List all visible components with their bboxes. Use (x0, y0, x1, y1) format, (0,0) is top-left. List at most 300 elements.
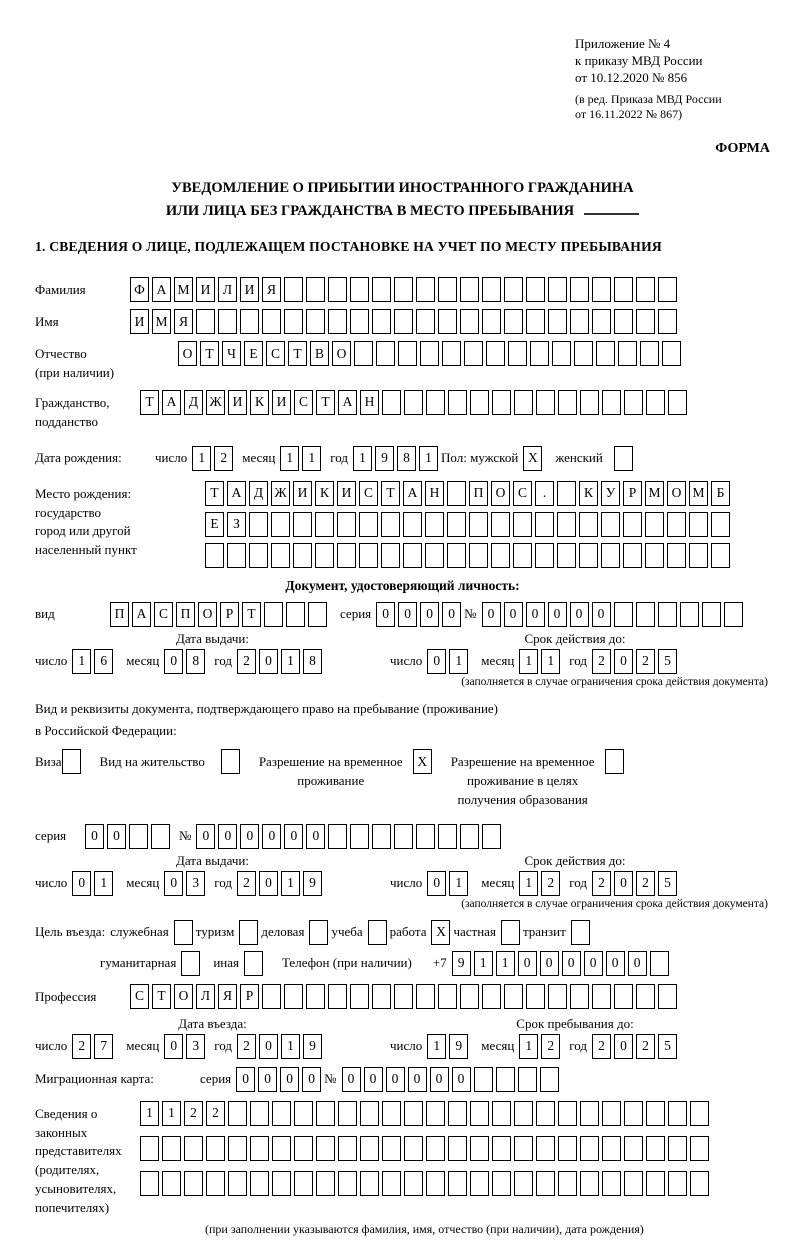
birth-day-field[interactable] (192, 446, 236, 471)
citizenship-field-box-24[interactable] (646, 390, 665, 415)
stay-day-box-1[interactable]: 1 (427, 1034, 446, 1059)
mig-series-field-box-1[interactable]: 0 (236, 1067, 255, 1092)
doc-valid-day-box-2[interactable]: 1 (449, 871, 468, 896)
id-kind-field-box-5[interactable]: О (198, 602, 217, 627)
mig-number-field-box-7[interactable] (474, 1067, 493, 1092)
birth-place-row2-box-1[interactable]: Е (205, 512, 224, 537)
profession-field-box-15[interactable] (438, 984, 457, 1009)
birth-month-field-box-1[interactable]: 1 (280, 446, 299, 471)
legal-row2-box-13[interactable] (404, 1136, 423, 1161)
patronymic-field-box-2[interactable]: Т (200, 341, 219, 366)
citizenship-field-box-21[interactable] (580, 390, 599, 415)
birth-place-row1-box-9[interactable]: Т (381, 481, 400, 506)
patronymic-field-box-4[interactable]: Е (244, 341, 263, 366)
citizenship-field-box-16[interactable] (470, 390, 489, 415)
surname-field-box-13[interactable] (394, 277, 413, 302)
doc-series-field-box-1[interactable]: 0 (85, 824, 104, 849)
legal-row1-box-2[interactable]: 1 (162, 1101, 181, 1126)
patronymic-field-box-7[interactable]: В (310, 341, 329, 366)
legal-row1-box-26[interactable] (690, 1101, 709, 1126)
id-kind-field-box-9[interactable] (286, 602, 305, 627)
stay-year-box-3[interactable]: 2 (636, 1034, 655, 1059)
birth-place-row1-box-18[interactable]: К (579, 481, 598, 506)
doc-issue-year-box-2[interactable]: 0 (259, 871, 278, 896)
id-kind-field-box-2[interactable]: А (132, 602, 151, 627)
surname-field-box-22[interactable] (592, 277, 611, 302)
legal-row1-box-3[interactable]: 2 (184, 1101, 203, 1126)
mig-series-field-box-2[interactable]: 0 (258, 1067, 277, 1092)
id-kind-field[interactable] (110, 602, 330, 627)
id-series-field-box-3[interactable]: 0 (420, 602, 439, 627)
legal-row2[interactable] (140, 1136, 712, 1161)
residence-permit-checkbox[interactable] (221, 749, 243, 774)
phone-field-box-8[interactable]: 0 (606, 951, 625, 976)
id-valid-year-box-1[interactable]: 2 (592, 649, 611, 674)
birth-place-row2-box-8[interactable] (359, 512, 378, 537)
entry-month[interactable] (164, 1034, 208, 1059)
entry-day[interactable] (72, 1034, 116, 1059)
doc-number-field-box-4[interactable]: 0 (262, 824, 281, 849)
legal-row2-box-23[interactable] (624, 1136, 643, 1161)
id-number-field-box-5[interactable]: 0 (570, 602, 589, 627)
visa-checkbox-box-1[interactable] (62, 749, 81, 774)
profession-field-box-3[interactable]: О (174, 984, 193, 1009)
legal-row1-box-23[interactable] (624, 1101, 643, 1126)
legal-row3-box-26[interactable] (690, 1171, 709, 1196)
doc-issue-year-box-3[interactable]: 1 (281, 871, 300, 896)
entry-day-box-1[interactable]: 2 (72, 1034, 91, 1059)
id-number-field-box-11[interactable] (702, 602, 721, 627)
patronymic-field-box-14[interactable] (464, 341, 483, 366)
legal-row1-box-13[interactable] (404, 1101, 423, 1126)
entry-year-box-4[interactable]: 9 (303, 1034, 322, 1059)
doc-series-field-box-2[interactable]: 0 (107, 824, 126, 849)
surname-field-box-4[interactable]: И (196, 277, 215, 302)
id-issue-year-box-1[interactable]: 2 (237, 649, 256, 674)
legal-row1-box-4[interactable]: 2 (206, 1101, 225, 1126)
id-kind-field-box-8[interactable] (264, 602, 283, 627)
citizenship-field-box-2[interactable]: А (162, 390, 181, 415)
name-field-box-18[interactable] (504, 309, 523, 334)
doc-number-field-box-14[interactable] (482, 824, 501, 849)
id-issue-year-box-4[interactable]: 8 (303, 649, 322, 674)
legal-row1-box-1[interactable]: 1 (140, 1101, 159, 1126)
legal-row2-box-14[interactable] (426, 1136, 445, 1161)
stay-month-box-2[interactable]: 2 (541, 1034, 560, 1059)
doc-issue-year[interactable] (237, 871, 325, 896)
surname-field-box-19[interactable] (526, 277, 545, 302)
purpose-transit-checkbox-box-1[interactable] (571, 920, 590, 945)
birth-year-field-box-4[interactable]: 1 (419, 446, 438, 471)
id-valid-month-box-2[interactable]: 1 (541, 649, 560, 674)
id-number-field-box-12[interactable] (724, 602, 743, 627)
surname-field-box-5[interactable]: Л (218, 277, 237, 302)
mig-number-field-box-4[interactable]: 0 (408, 1067, 427, 1092)
purpose-private-checkbox-box-1[interactable] (501, 920, 520, 945)
doc-issue-day-box-2[interactable]: 1 (94, 871, 113, 896)
id-valid-month-box-1[interactable]: 1 (519, 649, 538, 674)
birth-year-field-box-3[interactable]: 8 (397, 446, 416, 471)
legal-row2-box-3[interactable] (184, 1136, 203, 1161)
birth-place-row3-box-16[interactable] (535, 543, 554, 568)
purpose-tourism-checkbox-box-1[interactable] (239, 920, 258, 945)
legal-row2-box-16[interactable] (470, 1136, 489, 1161)
birth-place-row2-box-24[interactable] (711, 512, 730, 537)
doc-issue-year-box-1[interactable]: 2 (237, 871, 256, 896)
patronymic-field-box-23[interactable] (662, 341, 681, 366)
legal-row1-box-22[interactable] (602, 1101, 621, 1126)
citizenship-field-box-7[interactable]: И (272, 390, 291, 415)
name-field-box-16[interactable] (460, 309, 479, 334)
legal-row3-box-10[interactable] (338, 1171, 357, 1196)
legal-row2-box-9[interactable] (316, 1136, 335, 1161)
stay-year[interactable] (592, 1034, 680, 1059)
birth-place-row1-box-14[interactable]: О (491, 481, 510, 506)
legal-row3-box-6[interactable] (250, 1171, 269, 1196)
profession-field-box-16[interactable] (460, 984, 479, 1009)
name-field-box-5[interactable] (218, 309, 237, 334)
legal-row3-box-5[interactable] (228, 1171, 247, 1196)
legal-row3-box-24[interactable] (646, 1171, 665, 1196)
patronymic-field[interactable] (178, 341, 684, 366)
birth-place-row1-box-4[interactable]: Ж (271, 481, 290, 506)
profession-field[interactable] (130, 984, 680, 1009)
id-number-field-box-3[interactable]: 0 (526, 602, 545, 627)
birth-place-row1-box-22[interactable]: О (667, 481, 686, 506)
birth-year-field[interactable] (353, 446, 441, 471)
purpose-other-checkbox-box-1[interactable] (244, 951, 263, 976)
name-field-box-24[interactable] (636, 309, 655, 334)
patronymic-field-box-8[interactable]: О (332, 341, 351, 366)
profession-field-box-11[interactable] (350, 984, 369, 1009)
id-number-field[interactable] (482, 602, 746, 627)
legal-row3-box-11[interactable] (360, 1171, 379, 1196)
citizenship-field-box-15[interactable] (448, 390, 467, 415)
stay-year-box-4[interactable]: 5 (658, 1034, 677, 1059)
birth-place-row3-box-18[interactable] (579, 543, 598, 568)
birth-place-row2-box-12[interactable] (447, 512, 466, 537)
doc-series-field-box-4[interactable] (151, 824, 170, 849)
legal-row2-box-1[interactable] (140, 1136, 159, 1161)
patronymic-field-box-21[interactable] (618, 341, 637, 366)
residence-permit-checkbox-box-1[interactable] (221, 749, 240, 774)
id-number-field-box-2[interactable]: 0 (504, 602, 523, 627)
entry-month-box-1[interactable]: 0 (164, 1034, 183, 1059)
birth-place-row3-box-8[interactable] (359, 543, 378, 568)
profession-field-box-7[interactable] (262, 984, 281, 1009)
birth-place-row1-box-10[interactable]: А (403, 481, 422, 506)
doc-number-field-box-11[interactable] (416, 824, 435, 849)
birth-place-row3-box-9[interactable] (381, 543, 400, 568)
legal-row1-box-5[interactable] (228, 1101, 247, 1126)
id-valid-year-box-2[interactable]: 0 (614, 649, 633, 674)
birth-place-row3-box-2[interactable] (227, 543, 246, 568)
doc-number-field-box-13[interactable] (460, 824, 479, 849)
doc-issue-day-box-1[interactable]: 0 (72, 871, 91, 896)
legal-row1-box-15[interactable] (448, 1101, 467, 1126)
doc-issue-month[interactable] (164, 871, 208, 896)
id-series-field-box-2[interactable]: 0 (398, 602, 417, 627)
doc-valid-month-box-2[interactable]: 2 (541, 871, 560, 896)
temp-residence-checkbox-box-1[interactable]: X (413, 749, 432, 774)
entry-year[interactable] (237, 1034, 325, 1059)
doc-number-field-box-9[interactable] (372, 824, 391, 849)
birth-place-row3-box-17[interactable] (557, 543, 576, 568)
surname-field-box-9[interactable] (306, 277, 325, 302)
birth-place-row1-box-13[interactable]: П (469, 481, 488, 506)
surname-field-box-10[interactable] (328, 277, 347, 302)
mig-number-field-box-8[interactable] (496, 1067, 515, 1092)
patronymic-field-box-13[interactable] (442, 341, 461, 366)
legal-row1-box-14[interactable] (426, 1101, 445, 1126)
doc-number-field[interactable] (196, 824, 504, 849)
patronymic-field-box-20[interactable] (596, 341, 615, 366)
doc-number-field-box-7[interactable] (328, 824, 347, 849)
name-field-box-19[interactable] (526, 309, 545, 334)
legal-row2-box-7[interactable] (272, 1136, 291, 1161)
legal-row2-box-22[interactable] (602, 1136, 621, 1161)
birth-place-row3-box-24[interactable] (711, 543, 730, 568)
phone-field-box-6[interactable]: 0 (562, 951, 581, 976)
id-number-field-box-9[interactable] (658, 602, 677, 627)
id-kind-field-box-3[interactable]: С (154, 602, 173, 627)
name-field-box-7[interactable] (262, 309, 281, 334)
birth-place-row3-box-5[interactable] (293, 543, 312, 568)
citizenship-field-box-22[interactable] (602, 390, 621, 415)
purpose-business-checkbox-box-1[interactable] (309, 920, 328, 945)
birth-place-row3-box-15[interactable] (513, 543, 532, 568)
citizenship-field-box-13[interactable] (404, 390, 423, 415)
patronymic-field-box-18[interactable] (552, 341, 571, 366)
birth-place-row1-box-24[interactable]: Б (711, 481, 730, 506)
legal-row1-box-24[interactable] (646, 1101, 665, 1126)
citizenship-field-box-9[interactable]: Т (316, 390, 335, 415)
id-number-field-box-1[interactable]: 0 (482, 602, 501, 627)
birth-day-field-box-1[interactable]: 1 (192, 446, 211, 471)
legal-row2-box-4[interactable] (206, 1136, 225, 1161)
legal-row1-box-17[interactable] (492, 1101, 511, 1126)
profession-field-box-8[interactable] (284, 984, 303, 1009)
patronymic-field-box-10[interactable] (376, 341, 395, 366)
legal-row1-box-6[interactable] (250, 1101, 269, 1126)
birth-place-row2-box-22[interactable] (667, 512, 686, 537)
id-issue-year-box-3[interactable]: 1 (281, 649, 300, 674)
legal-row2-box-26[interactable] (690, 1136, 709, 1161)
mig-series-field-box-4[interactable]: 0 (302, 1067, 321, 1092)
profession-field-box-12[interactable] (372, 984, 391, 1009)
stay-month[interactable] (519, 1034, 563, 1059)
birth-place-row1-box-23[interactable]: М (689, 481, 708, 506)
doc-issue-year-box-4[interactable]: 9 (303, 871, 322, 896)
id-series-field[interactable] (376, 602, 464, 627)
birth-place-row1-box-6[interactable]: К (315, 481, 334, 506)
birth-place-row2-box-11[interactable] (425, 512, 444, 537)
citizenship-field-box-17[interactable] (492, 390, 511, 415)
surname-field-box-12[interactable] (372, 277, 391, 302)
legal-row3-box-7[interactable] (272, 1171, 291, 1196)
purpose-study-checkbox-box-1[interactable] (368, 920, 387, 945)
purpose-humanitarian-checkbox[interactable] (181, 951, 203, 976)
legal-row3-box-14[interactable] (426, 1171, 445, 1196)
purpose-business-checkbox[interactable] (309, 920, 331, 945)
birth-place-row2-box-14[interactable] (491, 512, 510, 537)
name-field-box-14[interactable] (416, 309, 435, 334)
mig-number-field-box-1[interactable]: 0 (342, 1067, 361, 1092)
birth-place-row3-box-20[interactable] (623, 543, 642, 568)
purpose-humanitarian-checkbox-box-1[interactable] (181, 951, 200, 976)
name-field-box-23[interactable] (614, 309, 633, 334)
name-field-box-22[interactable] (592, 309, 611, 334)
citizenship-field-box-12[interactable] (382, 390, 401, 415)
legal-row2-box-24[interactable] (646, 1136, 665, 1161)
doc-valid-year-box-2[interactable]: 0 (614, 871, 633, 896)
birth-year-field-box-1[interactable]: 1 (353, 446, 372, 471)
birth-place-row3[interactable] (205, 543, 733, 568)
birth-month-field-box-2[interactable]: 1 (302, 446, 321, 471)
stay-day-box-2[interactable]: 9 (449, 1034, 468, 1059)
birth-place-row1[interactable] (205, 481, 733, 506)
temp-education-checkbox[interactable] (605, 749, 627, 774)
citizenship-field-box-3[interactable]: Д (184, 390, 203, 415)
profession-field-box-14[interactable] (416, 984, 435, 1009)
birth-place-row1-box-2[interactable]: А (227, 481, 246, 506)
profession-field-box-5[interactable]: Я (218, 984, 237, 1009)
phone-field-box-7[interactable]: 0 (584, 951, 603, 976)
surname-field-box-2[interactable]: А (152, 277, 171, 302)
doc-number-field-box-3[interactable]: 0 (240, 824, 259, 849)
phone-field-box-9[interactable]: 0 (628, 951, 647, 976)
birth-place-row3-box-6[interactable] (315, 543, 334, 568)
surname-field-box-16[interactable] (460, 277, 479, 302)
doc-valid-day-box-1[interactable]: 0 (427, 871, 446, 896)
birth-place-row1-box-3[interactable]: Д (249, 481, 268, 506)
doc-number-field-box-12[interactable] (438, 824, 457, 849)
mig-number-field-box-5[interactable]: 0 (430, 1067, 449, 1092)
visa-checkbox[interactable] (62, 749, 84, 774)
name-field-box-6[interactable] (240, 309, 259, 334)
legal-row1-box-12[interactable] (382, 1101, 401, 1126)
birth-place-row2[interactable] (205, 512, 733, 537)
citizenship-field[interactable] (140, 390, 690, 415)
legal-row3-box-12[interactable] (382, 1171, 401, 1196)
legal-row3[interactable] (140, 1171, 712, 1196)
patronymic-field-box-12[interactable] (420, 341, 439, 366)
legal-row1-box-10[interactable] (338, 1101, 357, 1126)
name-field-box-12[interactable] (372, 309, 391, 334)
birth-place-row2-box-6[interactable] (315, 512, 334, 537)
name-field-box-3[interactable]: Я (174, 309, 193, 334)
entry-year-box-1[interactable]: 2 (237, 1034, 256, 1059)
id-issue-year-box-2[interactable]: 0 (259, 649, 278, 674)
patronymic-field-box-3[interactable]: Ч (222, 341, 241, 366)
phone-field-box-2[interactable]: 1 (474, 951, 493, 976)
birth-place-row2-box-19[interactable] (601, 512, 620, 537)
id-valid-year-box-3[interactable]: 2 (636, 649, 655, 674)
id-series-field-box-1[interactable]: 0 (376, 602, 395, 627)
patronymic-field-box-11[interactable] (398, 341, 417, 366)
profession-field-box-21[interactable] (570, 984, 589, 1009)
legal-row2-box-12[interactable] (382, 1136, 401, 1161)
patronymic-field-box-9[interactable] (354, 341, 373, 366)
surname-field-box-18[interactable] (504, 277, 523, 302)
id-issue-month[interactable] (164, 649, 208, 674)
id-valid-day-box-1[interactable]: 0 (427, 649, 446, 674)
legal-row3-box-4[interactable] (206, 1171, 225, 1196)
surname-field-box-6[interactable]: И (240, 277, 259, 302)
purpose-transit-checkbox[interactable] (571, 920, 593, 945)
profession-field-box-9[interactable] (306, 984, 325, 1009)
birth-place-row3-box-11[interactable] (425, 543, 444, 568)
citizenship-field-box-23[interactable] (624, 390, 643, 415)
birth-place-row1-box-21[interactable]: М (645, 481, 664, 506)
doc-number-field-box-2[interactable]: 0 (218, 824, 237, 849)
profession-field-box-18[interactable] (504, 984, 523, 1009)
legal-row3-box-18[interactable] (514, 1171, 533, 1196)
name-field-box-8[interactable] (284, 309, 303, 334)
name-field-box-25[interactable] (658, 309, 677, 334)
entry-day-box-2[interactable]: 7 (94, 1034, 113, 1059)
mig-number-field-box-2[interactable]: 0 (364, 1067, 383, 1092)
birth-place-row2-box-17[interactable] (557, 512, 576, 537)
name-field-box-11[interactable] (350, 309, 369, 334)
birth-place-row2-box-21[interactable] (645, 512, 664, 537)
legal-row2-box-18[interactable] (514, 1136, 533, 1161)
birth-place-row3-box-1[interactable] (205, 543, 224, 568)
stay-day[interactable] (427, 1034, 471, 1059)
legal-row3-box-23[interactable] (624, 1171, 643, 1196)
profession-field-box-10[interactable] (328, 984, 347, 1009)
id-number-field-box-4[interactable]: 0 (548, 602, 567, 627)
citizenship-field-box-18[interactable] (514, 390, 533, 415)
birth-place-row2-box-20[interactable] (623, 512, 642, 537)
id-issue-month-box-1[interactable]: 0 (164, 649, 183, 674)
surname-field-box-24[interactable] (636, 277, 655, 302)
id-series-field-box-4[interactable]: 0 (442, 602, 461, 627)
legal-row1-box-8[interactable] (294, 1101, 313, 1126)
legal-row2-box-21[interactable] (580, 1136, 599, 1161)
purpose-official-checkbox-box-1[interactable] (174, 920, 193, 945)
id-issue-year[interactable] (237, 649, 325, 674)
citizenship-field-box-5[interactable]: И (228, 390, 247, 415)
doc-number-field-box-5[interactable]: 0 (284, 824, 303, 849)
birth-place-row3-box-23[interactable] (689, 543, 708, 568)
legal-row1-box-20[interactable] (558, 1101, 577, 1126)
id-issue-day-box-2[interactable]: 6 (94, 649, 113, 674)
name-field-box-2[interactable]: М (152, 309, 171, 334)
legal-row1-box-11[interactable] (360, 1101, 379, 1126)
stay-year-box-2[interactable]: 0 (614, 1034, 633, 1059)
citizenship-field-box-1[interactable]: Т (140, 390, 159, 415)
legal-row1[interactable] (140, 1101, 712, 1126)
mig-series-field[interactable] (236, 1067, 324, 1092)
birth-place-row2-box-18[interactable] (579, 512, 598, 537)
birth-place-row3-box-19[interactable] (601, 543, 620, 568)
legal-row3-box-20[interactable] (558, 1171, 577, 1196)
name-field-box-21[interactable] (570, 309, 589, 334)
mig-number-field-box-3[interactable]: 0 (386, 1067, 405, 1092)
id-valid-year[interactable] (592, 649, 680, 674)
legal-row2-box-5[interactable] (228, 1136, 247, 1161)
legal-row3-box-8[interactable] (294, 1171, 313, 1196)
temp-education-checkbox-box-1[interactable] (605, 749, 624, 774)
legal-row2-box-25[interactable] (668, 1136, 687, 1161)
doc-valid-year-box-1[interactable]: 2 (592, 871, 611, 896)
mig-number-field-box-6[interactable]: 0 (452, 1067, 471, 1092)
id-valid-day[interactable] (427, 649, 471, 674)
citizenship-field-box-19[interactable] (536, 390, 555, 415)
id-number-field-box-7[interactable] (614, 602, 633, 627)
profession-field-box-23[interactable] (614, 984, 633, 1009)
